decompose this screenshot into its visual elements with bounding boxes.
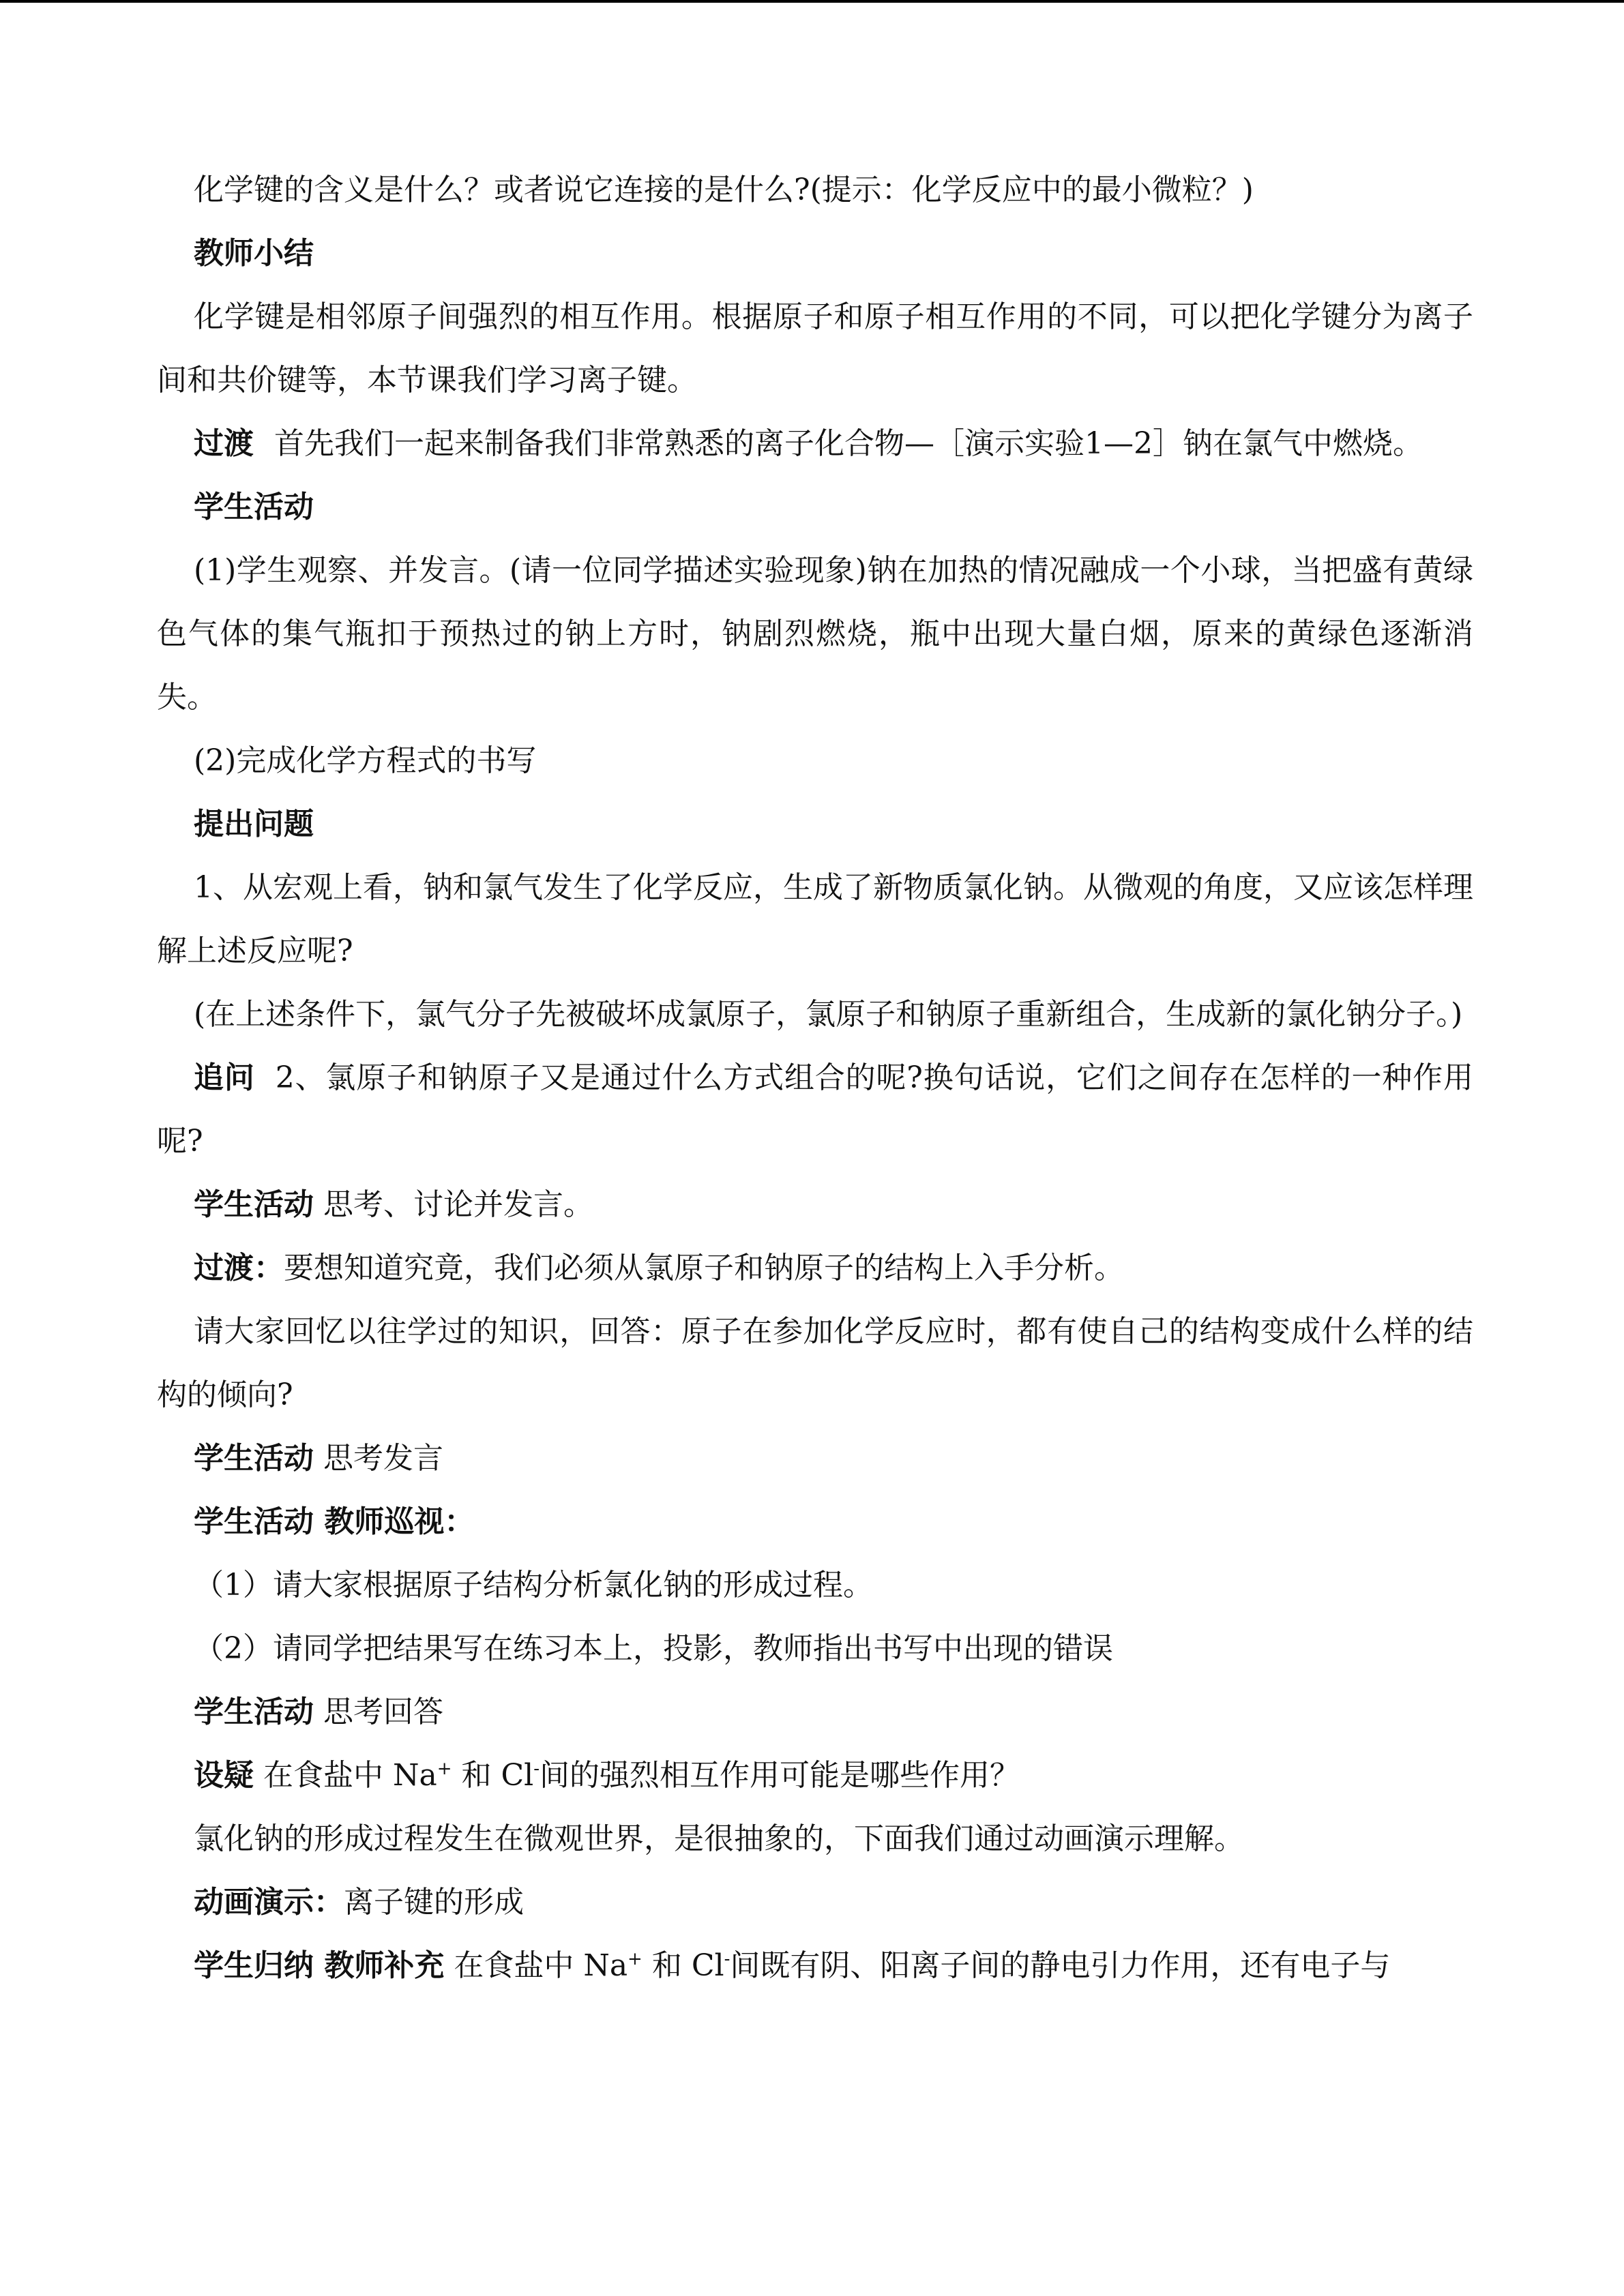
paragraph-text: 间既有阴、阳离子间的静电引力作用，还有电子与 <box>730 1948 1391 1983</box>
superscript-plus: + <box>628 1949 643 1969</box>
bold-label: 过渡： <box>194 1251 284 1285</box>
paragraph-text: 首先我们一起来制备我们非常熟悉的离子化合物—［演示实验1—2］钠在氯气中燃烧。 <box>274 426 1423 461</box>
bold-label: 学生活动 <box>194 490 314 524</box>
bold-label: 动画演示： <box>194 1885 344 1920</box>
paragraph-follow-up <box>157 1046 1473 1173</box>
paragraph-text: 在食盐中 Na <box>454 1948 628 1983</box>
paragraph-animation-demo <box>157 1870 1473 1934</box>
bold-label: 学生活动 <box>194 1187 314 1222</box>
paragraph-observation: (1)学生观察、并发言。(请一位同学描述实验现象)钠在加热的情况融成一个小球，当把盛有黄绿色气体的集气瓶扣于预热过的钠上方时，钠剧烈燃烧，瓶中出现大量白烟，原来的黄绿色逐渐消失。 <box>157 553 1473 715</box>
paragraph-text: 在食盐中 Na <box>263 1758 437 1793</box>
paragraph-student-activity-speak <box>157 1427 1473 1490</box>
bold-label: 设疑 <box>194 1758 254 1793</box>
paragraph-text: 要想知道究竟，我们必须从氯原子和钠原子的结构上入手分析。 <box>284 1251 1124 1285</box>
bold-label: 过渡 <box>194 426 254 461</box>
paragraph-student-activity-answer <box>157 1680 1473 1744</box>
paragraph-answer-1: (在上述条件下，氯气分子先被破坏成氯原子，氯原子和钠原子重新组合，生成新的氯化钠分子。) <box>194 997 1463 1032</box>
bold-label: 追问 <box>194 1060 255 1095</box>
paragraph-equation-task: (2)完成化学方程式的书写 <box>194 743 537 778</box>
heading-teacher-summary <box>157 222 1473 285</box>
document-page <box>157 158 1473 1997</box>
paragraph-text: 思考回答 <box>323 1695 443 1729</box>
paragraph-task-1: （1）请大家根据原子结构分析氯化钠的形成过程。 <box>194 1568 873 1602</box>
paragraph-text: 和 Cl <box>642 1948 724 1983</box>
paragraph-text: 离子键的形成 <box>344 1885 524 1920</box>
bold-label: 学生归纳 教师补充 <box>194 1948 445 1983</box>
paragraph-task-2: （2）请同学把结果写在练习本上，投影，教师指出书写中出现的错误 <box>194 1631 1113 1666</box>
paragraph-text: 思考、讨论并发言。 <box>323 1187 593 1222</box>
top-border-line <box>0 0 1624 3</box>
paragraph-recall-question: 请大家回忆以往学过的知识，回答：原子在参加化学反应时，都有使自己的结构变成什么样的结构的倾向? <box>157 1314 1473 1412</box>
paragraph-text: 2、氯原子和钠原子又是通过什么方式组合的呢?换句话说，它们之间存在怎样的一种作用呢? <box>157 1060 1473 1159</box>
bold-label: 教师小结 <box>194 236 314 271</box>
superscript-minus: - <box>724 1949 730 1969</box>
bold-label: 学生活动 <box>194 1695 314 1729</box>
bold-label: 学生活动 教师巡视： <box>194 1504 475 1539</box>
heading-student-activity-teacher-patrol <box>157 1490 1473 1553</box>
paragraph-doubt <box>157 1744 1473 1807</box>
paragraph-micro-world: 氯化钠的形成过程发生在微观世界，是很抽象的，下面我们通过动画演示理解。 <box>194 1821 1244 1856</box>
paragraph-question: 化学键的含义是什么？或者说它连接的是什么?(提示：化学反应中的最小微粒？) <box>194 173 1254 207</box>
paragraph-question-1: 1、从宏观上看，钠和氯气发生了化学反应，生成了新物质氯化钠。从微观的角度，又应该怎样理解上述反应呢? <box>157 870 1473 968</box>
bold-label: 提出问题 <box>194 807 314 841</box>
paragraph-text: 和 Cl <box>452 1758 534 1793</box>
paragraph-transition-2 <box>157 1236 1473 1300</box>
paragraph-text: 思考发言 <box>323 1441 443 1476</box>
paragraph-transition <box>157 412 1473 475</box>
bold-label: 学生活动 <box>194 1441 314 1476</box>
heading-student-activity <box>157 475 1473 539</box>
superscript-minus: - <box>533 1759 540 1779</box>
heading-raise-question <box>157 792 1473 856</box>
paragraph-student-activity-discuss <box>157 1173 1473 1236</box>
paragraph-text: 间的强烈相互作用可能是哪些作用？ <box>540 1758 1020 1793</box>
paragraph-chemical-bond-definition: 化学键是相邻原子间强烈的相互作用。根据原子和原子相互作用的不同，可以把化学键分为离子间和共价键等，本节课我们学习离子键。 <box>157 299 1473 398</box>
superscript-plus: + <box>437 1759 452 1779</box>
paragraph-summary <box>157 1934 1473 1997</box>
